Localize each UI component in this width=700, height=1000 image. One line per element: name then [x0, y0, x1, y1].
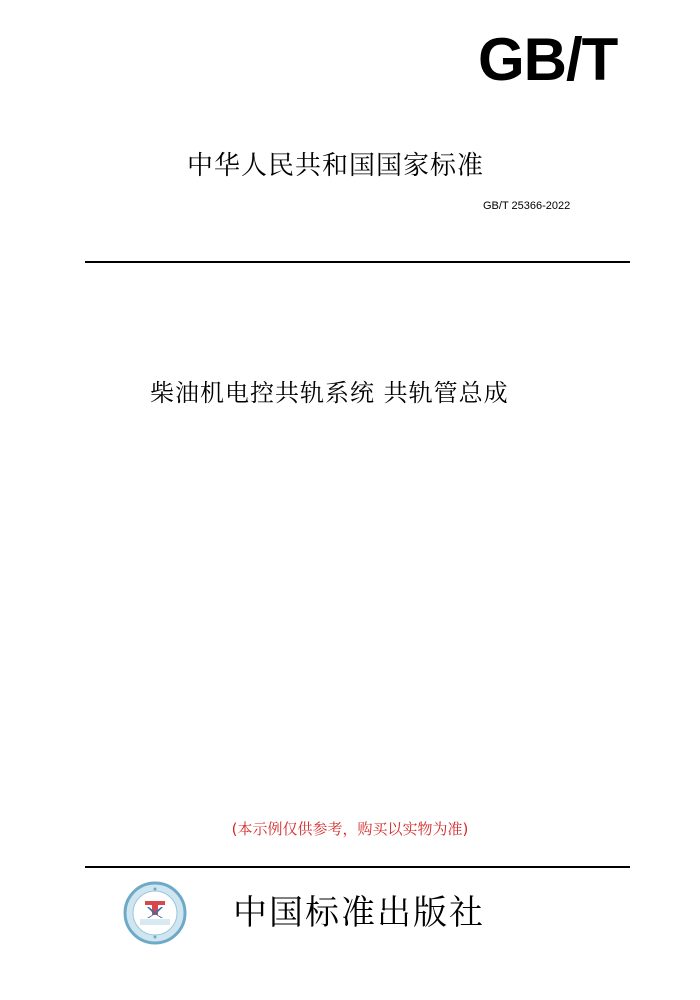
top-divider	[85, 261, 630, 263]
bottom-divider	[85, 866, 630, 868]
reference-notice: (本示例仅供参考，购买以实物为准)	[231, 820, 469, 838]
standard-code-logo: GB/T	[478, 26, 618, 93]
document-title: 柴油机电控共轨系统 共轨管总成	[150, 379, 509, 407]
publisher-seal-icon	[123, 881, 187, 945]
publisher-name: 中国标准出版社	[233, 893, 485, 933]
standard-number: GB/T 25366-2022	[483, 200, 571, 212]
issuer-title: 中华人民共和国国家标准	[187, 151, 485, 181]
